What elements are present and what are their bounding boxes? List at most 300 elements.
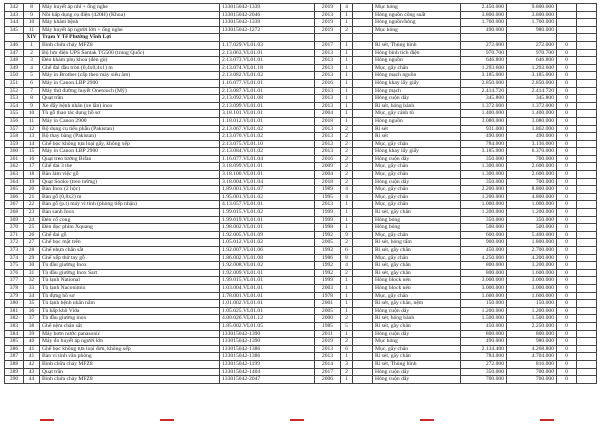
quantity: 1 (341, 292, 353, 300)
asset-name: Ghế bọc không tựa loại gấy, không xếp (40, 140, 220, 148)
note-cell (577, 262, 597, 270)
year-in-use: 1999 (315, 209, 341, 217)
total-value: 4.268.800 (507, 345, 557, 353)
quantity: 4 (341, 4, 353, 12)
note-cell (577, 201, 597, 209)
condition: Rỉ sét, gãy chân (373, 262, 461, 270)
unit (353, 353, 373, 361)
unit-price: 700.000 (461, 376, 507, 384)
unit-price: 350.000 (461, 368, 507, 376)
total-value: 4.200.000 (507, 254, 557, 262)
total-value: 970.700 (507, 49, 557, 57)
item-number: 32 (24, 277, 40, 285)
note-cell (577, 186, 597, 194)
table-row (5, 163, 597, 171)
condition: Hỏng mạch nguồn (373, 72, 461, 80)
unit (353, 338, 373, 346)
unit (353, 269, 373, 277)
unit-price: 800.000 (461, 269, 507, 277)
remaining-value: 0 (557, 269, 577, 277)
unit (353, 72, 373, 80)
quantity: 1 (341, 95, 353, 103)
asset-code: 1.92.005.VL01.09 (220, 231, 315, 239)
total-value: 4.704.000 (507, 353, 557, 361)
quantity: 1 (341, 201, 353, 209)
table-row (5, 300, 597, 308)
quantity: 2 (341, 368, 353, 376)
asset-name: Máy thử đường huyết Onetouch (Mỹ) (40, 87, 220, 95)
total-value: 700.000 (507, 368, 557, 376)
condition (373, 34, 461, 42)
asset-code: 1.92.007.VL01.06 (220, 247, 315, 255)
unit-price: 1.200.000 (461, 193, 507, 201)
asset-code: 2.13.073.VL01.01 (220, 57, 315, 65)
total-value: 1.293.600 (507, 64, 557, 72)
remaining-value: 0 (557, 57, 577, 65)
table-row (5, 224, 597, 232)
remaining-value: 0 (557, 368, 577, 376)
condition: Hỏng cuộn dây (373, 155, 461, 163)
table-row (5, 368, 597, 376)
unit (353, 41, 373, 49)
condition: Rỉ sét, gãy chân (373, 353, 461, 361)
note-cell (577, 368, 597, 376)
item-number: 13 (24, 133, 40, 141)
asset-code: 2.13.074.VL01.18 (220, 64, 315, 72)
row-index: 383 (5, 322, 24, 330)
total-value: 700.000 (507, 178, 557, 186)
item-number: 43 (24, 368, 40, 376)
condition: Hỏng nguồn (373, 117, 461, 125)
unit-price: 2.850.000 (461, 79, 507, 87)
condition: Mục, gãy chân (373, 231, 461, 239)
row-index: 344 (5, 19, 24, 27)
item-number: 16 (24, 155, 40, 163)
year-in-use: 1985 (315, 322, 341, 330)
total-value: 3.185.000 (507, 72, 557, 80)
row-index: 354 (5, 102, 24, 110)
total-value: 1.200.000 (507, 307, 557, 315)
footer-mark (160, 419, 174, 421)
table-row (5, 133, 597, 141)
item-number: 30 (24, 262, 40, 270)
note-cell (577, 11, 597, 19)
quantity: 3 (341, 360, 353, 368)
asset-name: Ghế đai gỗ (40, 231, 220, 239)
asset-code: 1.01.002.VL01.01 (220, 300, 315, 308)
note-cell (577, 360, 597, 368)
total-value: 9.800.000 (507, 4, 557, 12)
table-row (5, 345, 597, 353)
asset-name: Ghế bọc mặt trên (40, 239, 220, 247)
table-row (5, 140, 597, 148)
remaining-value: 0 (557, 140, 577, 148)
note-cell (577, 353, 597, 361)
note-cell (577, 269, 597, 277)
note-cell (577, 209, 597, 217)
asset-code: 1.86.002.VL01.08 (220, 254, 315, 262)
quantity: 1 (341, 353, 353, 361)
footer-mark (420, 419, 434, 421)
item-number: 8 (24, 4, 40, 12)
asset-code: 2.13.067.VL01.02 (220, 125, 315, 133)
row-index: 390 (5, 376, 24, 384)
note-cell (577, 171, 597, 179)
unit-price: 3.185.000 (461, 72, 507, 80)
unit (353, 292, 373, 300)
item-number: 25 (24, 224, 40, 232)
quantity: 5 (341, 322, 353, 330)
row-index: 350 (5, 72, 24, 80)
year-in-use: 1992 (315, 262, 341, 270)
year-in-use: 2019 (315, 19, 341, 27)
unit-price: 3.080.000 (461, 117, 507, 125)
unit (353, 186, 373, 194)
asset-code: 2.13.070.VL01.02 (220, 133, 315, 141)
table-row (5, 57, 597, 65)
unit-price: 450.000 (461, 322, 507, 330)
note-cell (577, 64, 597, 72)
unit-price: 1.760.000 (461, 19, 507, 27)
note-cell (577, 102, 597, 110)
asset-name: Tủ đầu giường Inox Sart (40, 269, 220, 277)
quantity: 4 (341, 193, 353, 201)
total-value: 8.800.000 (507, 186, 557, 194)
year-in-use: 2014 (315, 360, 341, 368)
condition: Rỉ sét, gãy chân (373, 247, 461, 255)
item-number: 9 (24, 102, 40, 110)
asset-code: 133015042-1339 (220, 19, 315, 27)
total-value: 1.862.000 (507, 125, 557, 133)
table-row (5, 19, 597, 27)
unit-price: 350.000 (461, 178, 507, 186)
table-row (5, 376, 597, 384)
year-in-use: 2004 (315, 171, 341, 179)
unit (353, 4, 373, 12)
condition: Rỉ sét, gãy chân (373, 269, 461, 277)
item-number: 35 (24, 300, 40, 308)
asset-code: 133015042-1272 (220, 26, 315, 34)
quantity: 1 (341, 216, 353, 224)
note-cell (577, 117, 597, 125)
row-index: 379 (5, 292, 24, 300)
year-in-use: 2013 (315, 11, 341, 19)
table-row (5, 231, 597, 239)
unit (353, 155, 373, 163)
quantity: 1 (341, 376, 353, 384)
year-in-use: 2019 (315, 338, 341, 346)
table-row (5, 360, 597, 368)
total-value: 980.000 (507, 338, 557, 346)
table-row (5, 148, 597, 156)
asset-code: 2.13.087.VL01.01 (220, 87, 315, 95)
asset-code: 133015042-1386 (220, 353, 315, 361)
note-cell (577, 34, 597, 42)
remaining-value: 0 (557, 360, 577, 368)
year-in-use: 1989 (315, 186, 341, 194)
year-in-use: 2013 (315, 102, 341, 110)
asset-name: Quạt trần (40, 368, 220, 376)
year-in-use: 2009 (315, 163, 341, 171)
unit-price: 272.000 (461, 41, 507, 49)
unit (353, 178, 373, 186)
table-row (5, 201, 597, 209)
note-cell (577, 163, 597, 171)
quantity: 2 (341, 171, 353, 179)
note-cell (577, 247, 597, 255)
unit (353, 216, 373, 224)
unit (353, 110, 373, 118)
remaining-value: 0 (557, 193, 577, 201)
unit (353, 224, 373, 232)
unit-price: 1.600.000 (461, 292, 507, 300)
remaining-value: 0 (557, 224, 577, 232)
note-cell (577, 284, 597, 292)
asset-code: 1.16.077.VL01.01 (220, 79, 315, 87)
asset-name: Ghế bọc không tựa loại đơn, không xếp (40, 345, 220, 353)
quantity: 1 (341, 300, 353, 308)
asset-code: 133015042-1404 (220, 368, 315, 376)
table-row (5, 41, 597, 49)
remaining-value (557, 19, 577, 27)
year-in-use: 1992 (315, 231, 341, 239)
footer-mark (540, 419, 554, 421)
condition: Hỏng nguồn công suất (373, 11, 461, 19)
remaining-value: 0 (557, 239, 577, 247)
quantity: 1 (341, 64, 353, 72)
asset-code: 1.99.015.VL01.02 (220, 209, 315, 217)
unit-price: 490.000 (461, 133, 507, 141)
unit-price: 1.200.000 (461, 209, 507, 217)
unit (353, 315, 373, 323)
remaining-value: 0 (557, 262, 577, 270)
unit (353, 201, 373, 209)
table-row (5, 292, 597, 300)
asset-code: 1.89.001.VL01.07 (220, 186, 315, 194)
row-index: 366 (5, 193, 24, 201)
quantity: 1 (341, 11, 353, 19)
year-in-use: 2013 (315, 87, 341, 95)
unit-price: 345.800 (461, 95, 507, 103)
asset-code: 1.92.008.VL01.02 (220, 262, 315, 270)
unit (353, 360, 373, 368)
asset-name: Trạm Y Tế Phường Vĩnh Lợi (40, 34, 220, 42)
total-value: 6.370.000 (507, 148, 557, 156)
year-in-use: 1995 (315, 193, 341, 201)
total-value: 646.800 (507, 57, 557, 65)
total-value: 2.700.000 (507, 247, 557, 255)
unit (353, 148, 373, 156)
asset-name: Xe đẩy bệnh nhân (xe lăn) inox (40, 102, 220, 110)
item-number: 27 (24, 239, 40, 247)
total-value: 1.800.000 (507, 239, 557, 247)
unit (353, 64, 373, 72)
note-cell (577, 95, 597, 103)
year-in-use: 2013 (315, 57, 341, 65)
remaining-value: 0 (557, 330, 577, 338)
total-value: 2.414.720 (507, 87, 557, 95)
asset-name: Tủ đầu giường inox (40, 315, 220, 323)
row-index: 355 (5, 110, 24, 118)
unit (353, 376, 373, 384)
remaining-value: 0 (557, 247, 577, 255)
unit-price: 350.000 (461, 216, 507, 224)
note-cell (577, 277, 597, 285)
note-cell (577, 125, 597, 133)
asset-name: Quạt Sooko (treo tường) (40, 178, 220, 186)
unit-price: 1.400.000 (461, 110, 507, 118)
asset-table-body (5, 4, 597, 384)
asset-code: 1.05.012.VL01.02 (220, 239, 315, 247)
remaining-value: 0 (557, 307, 577, 315)
note-cell (577, 41, 597, 49)
asset-code: 1.03.004.VL01.01 (220, 284, 315, 292)
remaining-value: 0 (557, 300, 577, 308)
asset-name: Bình chứa chảy MFZ8 (40, 41, 220, 49)
item-number: 31 (24, 269, 40, 277)
quantity: 1 (341, 41, 353, 49)
condition: Mục, gãy chân (373, 201, 461, 209)
condition: Hỏng block nén (373, 277, 461, 285)
asset-name: Đèn cổ cong (40, 216, 220, 224)
row-index: 362 (5, 163, 24, 171)
unit-price: 800.000 (461, 262, 507, 270)
unit (353, 49, 373, 57)
total-value: 3.200.000 (507, 262, 557, 270)
total-value: 980.000 (507, 26, 557, 34)
remaining-value: 0 (557, 201, 577, 209)
note-cell (577, 338, 597, 346)
condition: Hỏng khay lấy giấy (373, 148, 461, 156)
remaining-value: 0 (557, 102, 577, 110)
year-in-use: 2005 (315, 307, 341, 315)
asset-name: Máy bơm nước panasonic (40, 330, 220, 338)
item-number: 33 (24, 284, 40, 292)
condition: Hỏng bóng (373, 224, 461, 232)
total-value: 350.000 (507, 216, 557, 224)
item-number: 11 (24, 26, 40, 34)
remaining-value: 0 (557, 72, 577, 80)
remaining-value: 0 (557, 79, 577, 87)
note-cell (577, 155, 597, 163)
asset-name: Tủ lạnh Naconimix (40, 284, 220, 292)
asset-code: 1.98.002.VL01.01 (220, 224, 315, 232)
total-value: 1.760.000 (507, 19, 557, 27)
item-number: 22 (24, 201, 40, 209)
unit-price: 3.185.000 (461, 148, 507, 156)
asset-code: 1.18.012.VL01.01 (220, 117, 315, 125)
remaining-value: 0 (557, 117, 577, 125)
year-in-use: 2013 (315, 148, 341, 156)
row-index: 369 (5, 216, 24, 224)
note-cell (577, 239, 597, 247)
item-number: 17 (24, 163, 40, 171)
asset-name: Bình chứa chảy MFZ8 (40, 376, 220, 384)
condition: Rỉ sét, hỏng bánh (373, 315, 461, 323)
year-in-use: 2013 (315, 353, 341, 361)
item-number: 9 (24, 11, 40, 19)
unit-price: 1.000.000 (461, 201, 507, 209)
remaining-value: 0 (557, 49, 577, 57)
remaining-value: 0 (557, 110, 577, 118)
asset-name: Máy in Canon 2900 (40, 117, 220, 125)
asset-name: Bàn Inox (2 hộc) (40, 186, 220, 194)
condition: Mục hỏng (373, 26, 461, 34)
page-footer-marks (0, 412, 600, 427)
asset-name: Bộ thay băng (Pakistan) (40, 133, 220, 141)
remaining-value (557, 26, 577, 34)
note-cell (577, 49, 597, 57)
note-cell (577, 322, 597, 330)
asset-code: 133015042-1339 (220, 4, 315, 12)
year-in-use: 2016 (315, 79, 341, 87)
table-row (5, 49, 597, 57)
remaining-value: 0 (557, 209, 577, 217)
year-in-use: 1999 (315, 277, 341, 285)
item-number: 37 (24, 315, 40, 323)
item-number: 18 (24, 171, 40, 179)
table-row (5, 307, 597, 315)
asset-code: 1.95.001.VL01.02 (220, 193, 315, 201)
year-in-use: 2003 (315, 284, 341, 292)
asset-code: 3.18.101.VL01.01 (220, 110, 315, 118)
item-number: 44 (24, 376, 40, 384)
asset-code: 133015042-1390 (220, 330, 315, 338)
total-value: 2.600.000 (507, 171, 557, 179)
year-in-use: 2019 (315, 26, 341, 34)
note-cell (577, 376, 597, 384)
table-row (5, 178, 597, 186)
quantity: 6 (341, 345, 353, 353)
asset-name: Bình chữa cháy MFZ8 (40, 360, 220, 368)
note-cell (577, 178, 597, 186)
condition: Hỏng cuộn dây (373, 95, 461, 103)
row-index: 373 (5, 247, 24, 255)
asset-name: Máy huyết áp nhĩ + ống nghe (40, 4, 220, 12)
remaining-value: 0 (557, 95, 577, 103)
table-row (5, 171, 597, 179)
unit-price: 2.134.400 (461, 345, 507, 353)
item-number: 38 (24, 322, 40, 330)
asset-name: Ghế đai đầu tròn (0,4x0,4x1) m (40, 64, 220, 72)
row-index: 342 (5, 4, 24, 12)
table-row (5, 216, 597, 224)
unit (353, 163, 373, 171)
remaining-value: 0 (557, 315, 577, 323)
unit (353, 231, 373, 239)
condition: Hỏng nguồn/hỏng (373, 19, 461, 27)
unit (353, 254, 373, 262)
quantity: 1 (341, 49, 353, 57)
asset-code: 1.92.009.VL01.01 (220, 269, 315, 277)
unit (353, 307, 373, 315)
item-number: 7 (24, 87, 40, 95)
quantity: 4 (341, 186, 353, 194)
unit-price: 272.000 (461, 360, 507, 368)
item-number: 41 (24, 353, 40, 361)
table-row (5, 4, 597, 12)
asset-code: 133015042-1390 (220, 338, 315, 346)
condition: Rỉ sét, hỏng tấm (373, 239, 461, 247)
year-in-use: 2016 (315, 155, 341, 163)
asset-code: 1.78.001.VL01.01 (220, 292, 315, 300)
asset-name: Nồi hấp dụng cụ điện (420H) (Khoa) (40, 11, 220, 19)
note-cell (577, 292, 597, 300)
year-in-use: 2005 (315, 239, 341, 247)
total-value: 700.000 (507, 376, 557, 384)
asset-name: Bàn vi tính văn phòng (40, 353, 220, 361)
unit (353, 300, 373, 308)
